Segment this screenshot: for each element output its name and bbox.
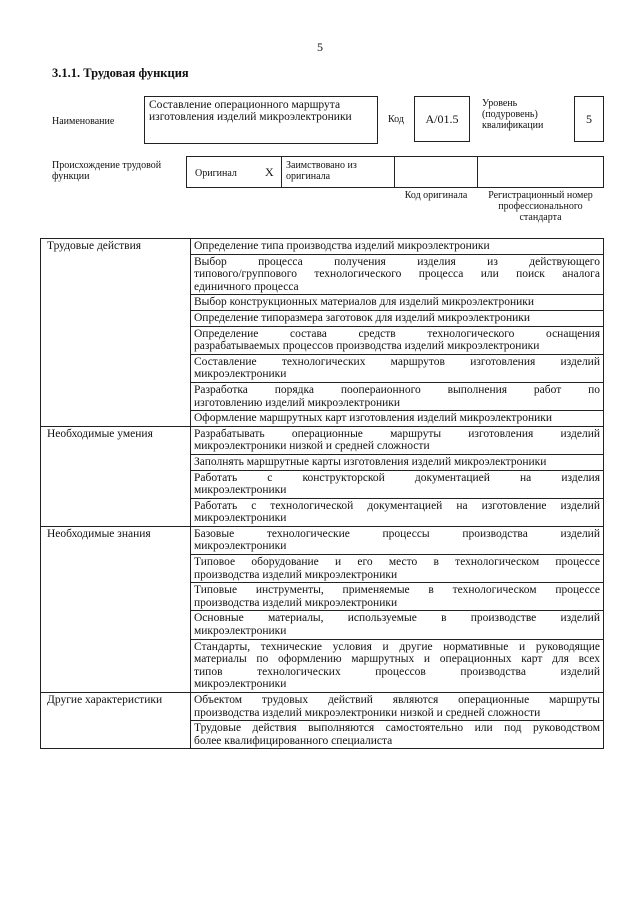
table-row: [41, 526, 604, 554]
code-label: Код: [388, 114, 404, 125]
item-line: типов технологических процессов производства изделий: [194, 665, 600, 678]
item-line: микроэлектроники: [194, 484, 287, 497]
item-cell: [191, 526, 604, 554]
item-line: Основные материалы, используемые в производстве изделий: [194, 612, 600, 625]
table-row: [41, 693, 604, 721]
item-line: Выбор конструкционных материалов для изделий микроэлектроники: [194, 296, 534, 309]
level-label-line: квалификации: [482, 120, 544, 131]
table-row: [41, 426, 604, 454]
item-line: Базовые технологические процессы производства изделий: [194, 527, 600, 540]
item-cell: [191, 354, 604, 382]
item-line: Определение типоразмера заготовок для изделий микроэлектроники: [194, 311, 531, 324]
item-line: Работать с технологической документацией на изготовление изделий: [194, 499, 600, 512]
category-cell: Необходимые умения: [41, 426, 191, 526]
original-mark: X: [265, 165, 274, 179]
borrowed-label: [286, 160, 357, 182]
item-line: Объектом трудовых действий являются операционные маршруты: [194, 694, 600, 706]
item-cell: [191, 583, 604, 611]
level-label-line: Уровень: [482, 98, 518, 109]
item-cell: [191, 721, 604, 749]
category-cell: Трудовые действия: [41, 239, 191, 427]
item-cell: [191, 295, 604, 311]
item-line: производства изделий микроэлектроники: [194, 568, 398, 581]
function-name-box: [144, 96, 378, 144]
item-cell: [191, 254, 604, 295]
item-line: Оформление маршрутных карт изготовления изделий микроэлектроники: [194, 412, 552, 425]
item-line: Работать с конструкторской документацией на изделия: [194, 471, 600, 484]
item-line: более квалифицированного специалиста: [194, 734, 393, 747]
category-cell: Другие характеристики: [41, 693, 191, 749]
original-code-cell: [394, 156, 478, 188]
item-cell: [191, 411, 604, 427]
item-cell: [191, 639, 604, 692]
original-label: Оригинал: [195, 168, 237, 179]
section-title: 3.1.1. Трудовая функция: [52, 66, 189, 80]
item-line: Выбор процесса получения изделия из действующего: [194, 255, 600, 268]
origin-label: [52, 160, 161, 182]
borrowed-label-line: Заимствовано из: [286, 160, 357, 171]
item-line: микроэлектроники: [194, 512, 287, 525]
item-cell: [191, 382, 604, 410]
reg-number-label-line: профессионального: [498, 201, 583, 212]
item-line: Стандарты, технические условия и другие нормативные и руководящие: [194, 640, 600, 653]
borrowed-label-line: оригинала: [286, 171, 331, 182]
item-line: Трудовые действия выполняются самостоятельно или под руководством: [194, 722, 600, 735]
item-cell: [191, 555, 604, 583]
item-line: Определение типа производства изделий микроэлектроники: [194, 240, 490, 252]
item-line: Заполнять маршрутные карты изготовления изделий микроэлектроники: [194, 455, 547, 468]
name-label: Наименование: [52, 116, 115, 127]
item-line: единичного процесса: [194, 280, 299, 293]
item-line: микроэлектроники: [194, 368, 287, 381]
item-line: типового/группового технологического процесса или поиск аналога: [194, 268, 600, 281]
origin-label-line: функции: [52, 171, 90, 182]
item-line: производства изделий микроэлектроники низкой и средней сложности: [194, 706, 541, 719]
item-cell: [191, 693, 604, 721]
item-line: Типовое оборудование и его место в технологическом процессе: [194, 556, 600, 569]
item-line: производства изделий микроэлектроники: [194, 596, 398, 609]
item-cell: [191, 454, 604, 470]
code-box: [414, 96, 470, 142]
level-label: [482, 98, 543, 131]
category-cell: Необходимые знания: [41, 526, 191, 692]
item-cell: [191, 239, 604, 255]
level-value: 5: [586, 111, 592, 126]
item-line: микроэлектроники: [194, 625, 287, 638]
item-line: изготовлению изделий микроэлектроники: [194, 396, 400, 409]
item-line: разрабатываемых процессов производства изделий микроэлектроники: [194, 340, 540, 353]
item-cell: [191, 611, 604, 639]
item-cell: [191, 498, 604, 526]
borrowed-cell: [281, 156, 395, 188]
reg-number-label: [477, 190, 604, 223]
reg-number-label-line: Регистрационный номер: [488, 190, 593, 201]
item-line: Типовые инструменты, применяемые в технологическом процессе: [194, 584, 600, 597]
function-name-value: Составление операционного маршрута изготовления изделий микроэлектроники: [149, 99, 352, 123]
level-label-line: (подуровень): [482, 109, 538, 120]
item-line: микроэлектроники: [194, 540, 287, 553]
item-cell: [191, 310, 604, 326]
item-cell: [191, 470, 604, 498]
item-line: Разработка порядка поопераионного выполнения работ по: [194, 383, 600, 396]
table-body: [41, 239, 604, 749]
item-line: Составление технологических маршрутов изготовления изделий: [194, 355, 600, 368]
item-line: материалы по оформлению маршрутных и операционных карт для всех: [194, 653, 600, 666]
reg-number-cell: [477, 156, 604, 188]
level-box: [574, 96, 604, 142]
item-line: микроэлектроники низкой и средней сложности: [194, 440, 430, 453]
original-cell: [186, 156, 282, 188]
item-line: Определение состава средств технологического оснащения: [194, 327, 600, 340]
item-line: Разрабатывать операционные маршруты изготовления изделий: [194, 427, 600, 440]
item-line: микроэлектроники: [194, 678, 287, 691]
table-row: [41, 239, 604, 255]
origin-label-line: Происхождение трудовой: [52, 160, 162, 171]
reg-number-label-line: стандарта: [519, 212, 562, 223]
item-cell: [191, 326, 604, 354]
code-value: A/01.5: [425, 111, 459, 126]
item-cell: [191, 426, 604, 454]
page-number: 5: [317, 40, 323, 54]
function-details-table: [40, 238, 604, 749]
code-original-label: Код оригинала: [404, 190, 468, 201]
